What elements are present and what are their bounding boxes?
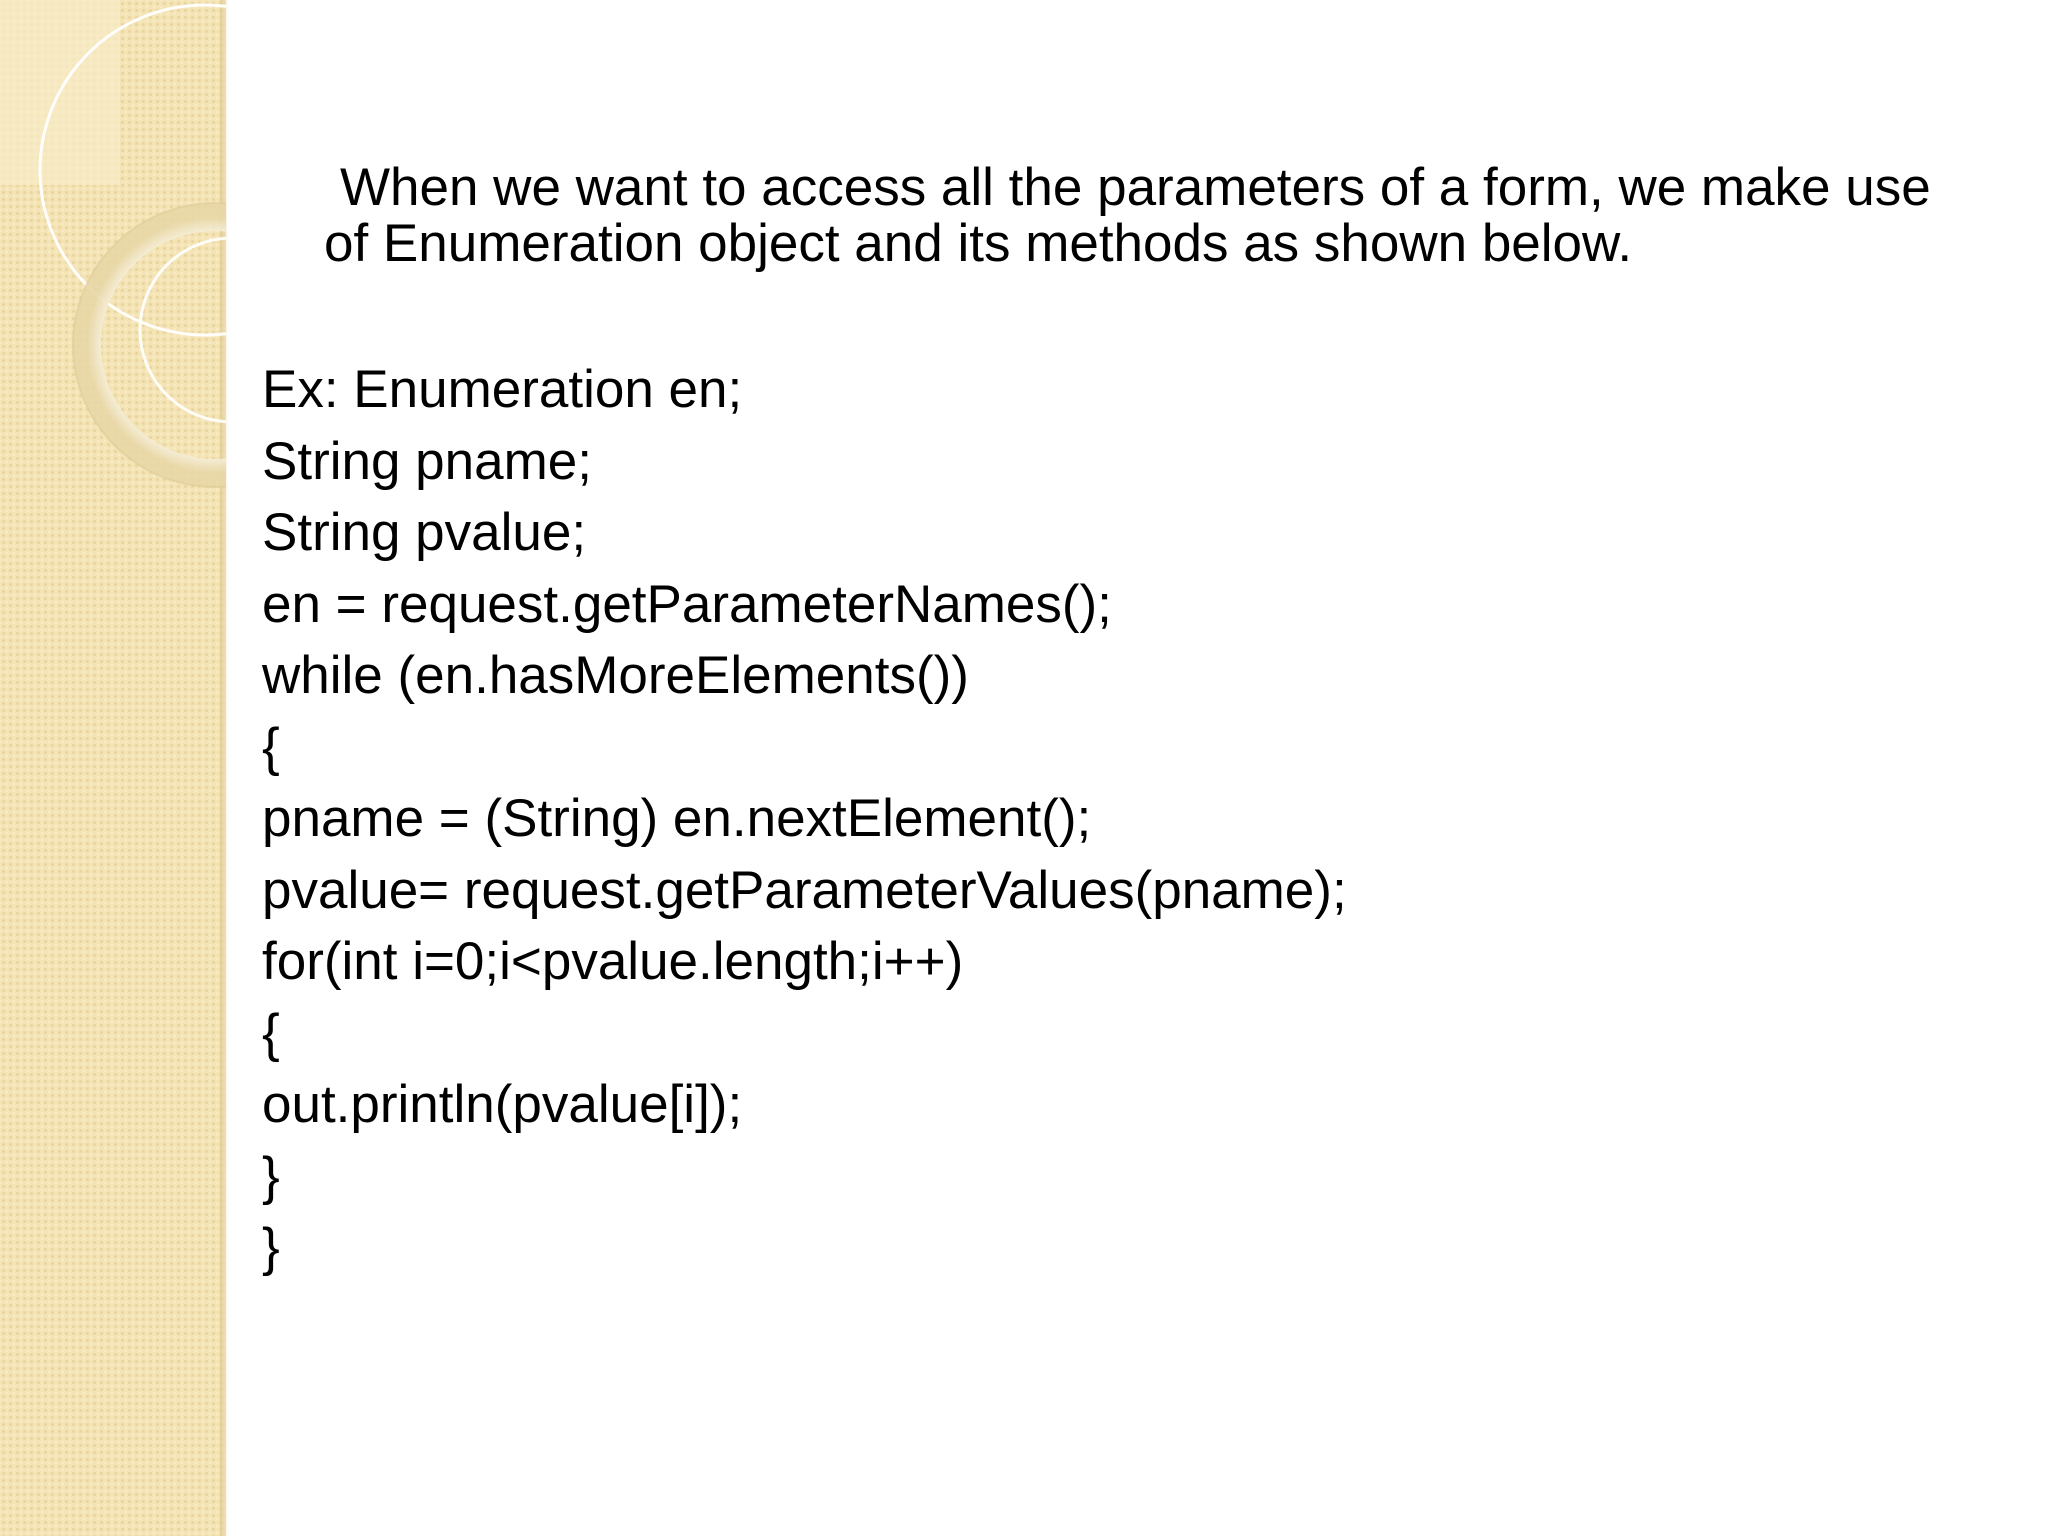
code-line: pvalue= request.getParameterValues(pname); xyxy=(262,860,1347,920)
code-line: en = request.getParameterNames(); xyxy=(262,574,1112,634)
code-line: } xyxy=(262,1146,280,1206)
code-line: { xyxy=(262,717,280,777)
decorative-rings xyxy=(0,0,226,520)
code-line: out.println(pvalue[i]); xyxy=(262,1075,743,1134)
small-inner-ring xyxy=(140,238,226,422)
intro-paragraph: When we want to access all the parameters of a form, we make use of Enumeration object and its methods as shown below. xyxy=(324,158,1931,273)
rings-graphic xyxy=(0,0,226,520)
code-line: String pvalue; xyxy=(262,503,587,562)
code-line: pname = (String) en.nextElement(); xyxy=(262,789,1092,848)
code-line: } xyxy=(262,1218,280,1277)
code-line: while (en.hasMoreElements()) xyxy=(262,646,969,705)
thick-ring xyxy=(87,217,226,473)
code-line: String pname; xyxy=(262,431,592,491)
code-line: Ex: Enumeration en; xyxy=(262,360,743,419)
code-line: { xyxy=(262,1003,280,1063)
code-line: for(int i=0;i<pvalue.length;i++) xyxy=(262,932,964,991)
code-listing xyxy=(262,354,1962,1284)
